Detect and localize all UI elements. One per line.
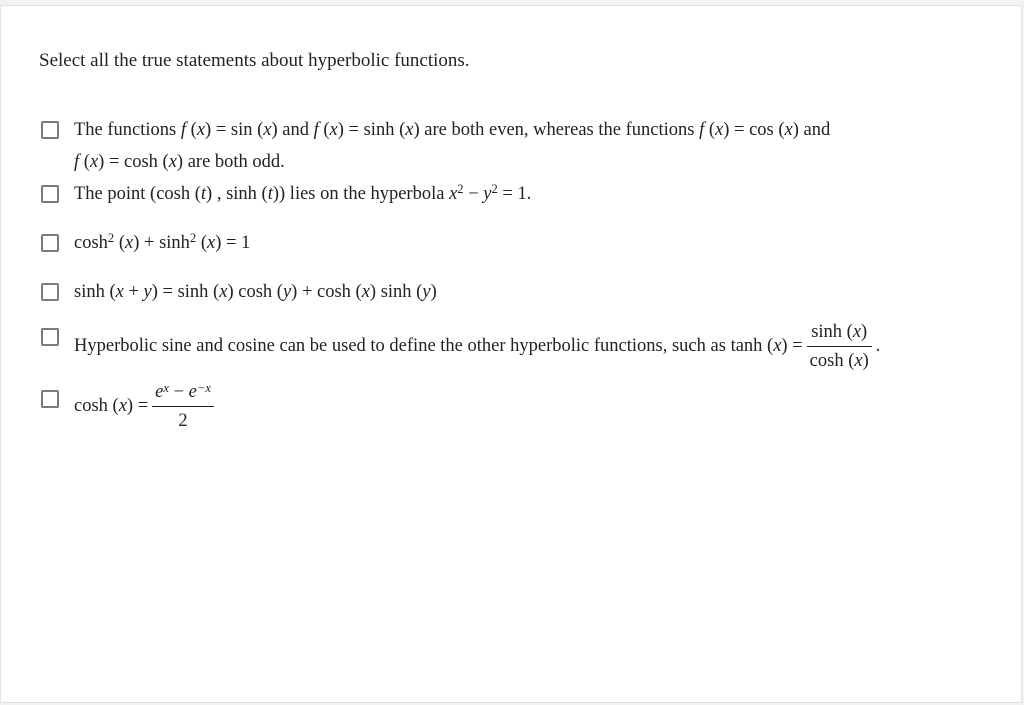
checkbox-option-3[interactable] — [41, 234, 59, 252]
checkbox-option-5[interactable] — [41, 328, 59, 346]
option-hyperbola-point[interactable] — [41, 178, 991, 210]
option-1-line-1: The functions f (x) = sin (x) and f (x) = sinh (x) are both even, whereas the functions f (x) = cos (x) and — [74, 120, 831, 140]
cosh-fraction — [152, 380, 214, 433]
tanh-fraction — [807, 320, 872, 373]
tanh-numerator: sinh (x) — [811, 322, 868, 343]
option-1-text — [74, 114, 991, 178]
option-5-text: Hyperbolic sine and cosine can be used to define the other hyperbolic functions, such as tanh (x) = $\frac{\sinh (x)}{\cosh (x)}$ . — [74, 322, 881, 372]
tanh-denominator: cosh (x) — [807, 346, 872, 373]
option-cosh-sinh-identity[interactable] — [41, 227, 991, 259]
option-6-text: cosh (x) = $\frac{e^x - e^{-x}}{2}$ — [74, 378, 991, 434]
checkbox-option-4[interactable] — [41, 283, 59, 301]
option-2-text: The point (cosh (t) , sinh (t)) lies on the hyperbola $x^2 - y^2 = 1$. — [74, 182, 532, 204]
option-1-line-2: f (x) = cosh (x) are both odd. — [74, 152, 285, 172]
cosh-numerator: $e^x - e^{-x}$ — [155, 380, 211, 403]
option-3-text: $\cosh^2 (x) + \sinh^2 (x) = 1$ — [74, 231, 251, 253]
question-card — [0, 5, 1022, 703]
cosh-denominator: 2 — [152, 406, 214, 433]
checkbox-option-1[interactable] — [41, 121, 59, 139]
checkbox-option-6[interactable] — [41, 390, 59, 408]
option-cosh-definition[interactable] — [41, 378, 991, 434]
checkbox-option-2[interactable] — [41, 185, 59, 203]
question-prompt: Select all the true statements about hyperbolic functions. — [39, 50, 470, 71]
option-sinh-addition[interactable] — [41, 276, 991, 308]
option-even-odd[interactable] — [41, 114, 991, 178]
option-tanh-definition[interactable] — [41, 316, 991, 376]
option-4-text: sinh (x + y) = sinh (x) cosh (y) + cosh (x) sinh (y) — [74, 282, 437, 302]
